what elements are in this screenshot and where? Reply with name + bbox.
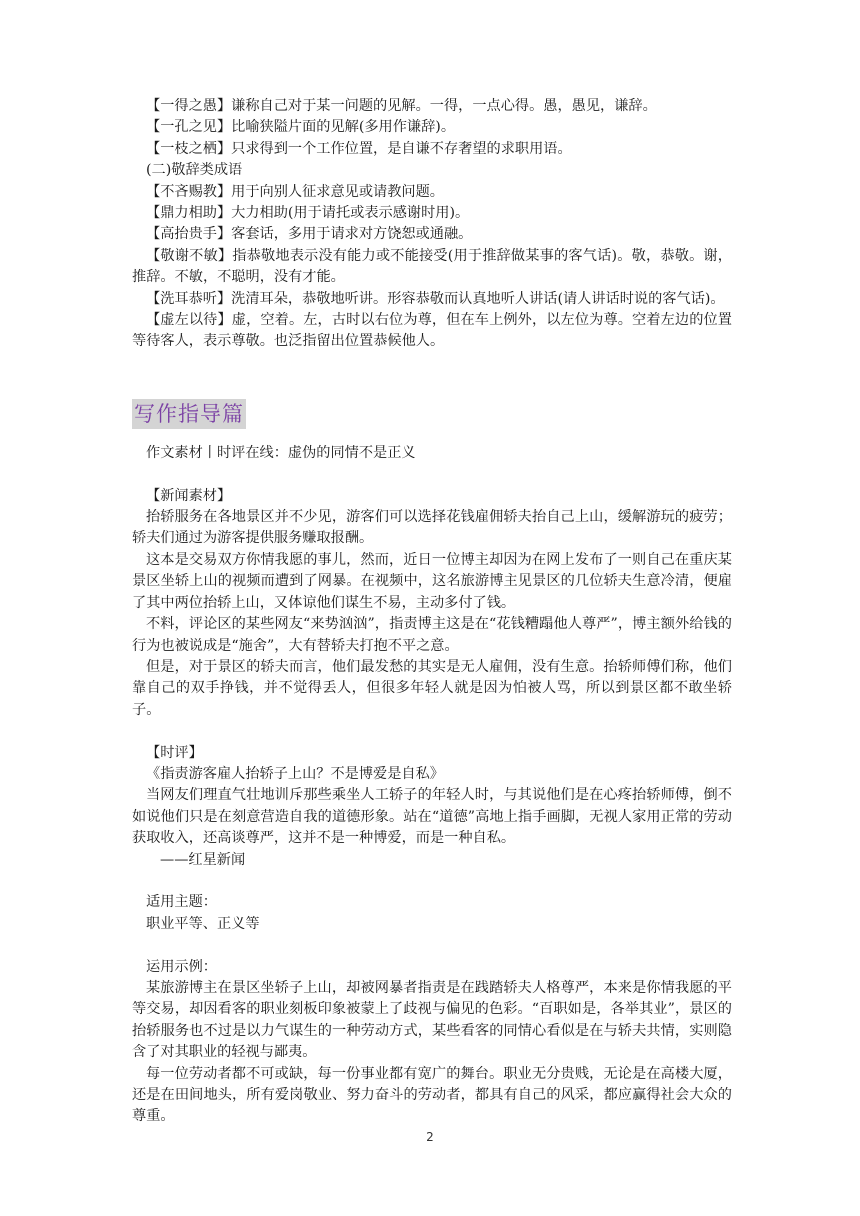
honorific-term: 【高抬贵手】 (146, 226, 232, 243)
writing-guide-heading: 写作指导篇 (132, 399, 246, 429)
page-number: 2 (426, 1130, 434, 1144)
honorific-term: 【敬谢不敏】 (146, 247, 233, 264)
comment-title: 《指责游客雇人抬轿子上山？不是博爱是自私》 (146, 765, 444, 782)
honorific-entry (132, 289, 732, 310)
idiom-entry (132, 96, 732, 117)
idiom-term: 【一孔之见】 (146, 119, 232, 136)
theme-text: 职业平等、正义等 (146, 915, 260, 932)
page-content (132, 96, 732, 1128)
honorific-term: 【鼎力相助】 (146, 205, 232, 222)
honorific-term: 【不吝赐教】 (146, 183, 232, 200)
article-title: 作文素材丨时评在线：虚伪的同情不是正义 (146, 444, 416, 461)
comment-paragraph: 当网友们理直气壮地训斥那些乘坐人工轿子的年轻人时，与其说他们是在心疼抬轿师傅，倒不如说他们只是在刻意营造自我的道德形象。站在“道德”高地上指手画脚，无视人家用正常的劳动获取收入，还高谈尊严，这并不是一种博爱，而是一种自私。 (132, 787, 732, 847)
idiom-definition: 谦称自己对于某一问题的见解。一得，一点心得。愚，愚见，谦辞。 (231, 98, 657, 114)
example-label: 运用示例： (146, 958, 217, 975)
honorific-entry (132, 203, 732, 224)
news-paragraph: 抬轿服务在各地景区并不少见，游客们可以选择花钱雇佣轿夫抬自己上山，缓解游玩的疲劳；轿夫们通过为游客提供服务赚取报酬。 (132, 509, 732, 547)
theme-label: 适用主题： (146, 894, 217, 911)
news-paragraph: 不料，评论区的某些网友“来势汹汹”，指责博主这是在“花钱糟蹋他人尊严”，博主额外给钱的行为也被说成是“施舍”，大有替轿夫打抱不平之意。 (132, 616, 732, 654)
honorific-entry (132, 182, 732, 203)
idiom-entry (132, 139, 732, 160)
news-paragraph: 但是，对于景区的轿夫而言，他们最发愁的其实是无人雇佣，没有生意。抬轿师傅们称，他们靠自己的双手挣钱，并不觉得丢人，但很多年轻人就是因为怕被人骂，所以到景区都不敢坐轿子。 (132, 658, 732, 718)
honorific-definition: 用于向别人征求意见或请教问题。 (231, 183, 444, 200)
idiom-entry (132, 117, 732, 138)
honorific-entry (132, 246, 732, 289)
comment-label: 【时评】 (146, 744, 203, 761)
comment-source: ——红星新闻 (160, 851, 246, 868)
honorific-term: 【虚左以待】 (146, 312, 232, 329)
idiom-definition: 比喻狭隘片面的见解(多用作谦辞)。 (231, 119, 456, 136)
honorific-definition: 客套话，多用于请求对方饶恕或通融。 (231, 226, 473, 243)
news-paragraph: 这本是交易双方你情我愿的事儿，然而，近日一位博主却因为在网上发布了一则自己在重庆某景区坐轿上山的视频而遭到了网暴。在视频中，这名旅游博主见景区的几位轿夫生意冷清，便雇了其中两位抬轿上山，又体谅他们谋生不易，主动多付了钱。 (132, 551, 732, 611)
news-label: 【新闻素材】 (146, 487, 232, 504)
honorific-definition: 指恭敬地表示没有能力或不能接受(用于推辞做某事的客气话)。敬，恭敬。谢，推辞。不敏，不聪明，没有才能。 (132, 247, 732, 286)
honorific-term: 【洗耳恭听】 (146, 290, 232, 307)
honorific-entry (132, 224, 732, 245)
idiom-term: 【一枝之栖】 (146, 140, 232, 157)
example-paragraph: 某旅游博主在景区坐轿子上山，却被网暴者指责是在践踏轿夫人格尊严，本来是你情我愿的平等交易，却因看客的职业刻板印象被蒙上了歧视与偏见的色彩。“百职如是，各举其业”，景区的抬轿服务也不过是以力气谋生的一种劳动方式，某些看客的同情心看似是在与轿夫共情，实则隐含了对其职业的轻视与鄙夷。 (132, 979, 732, 1061)
section-heading-wrap (132, 399, 732, 429)
example-paragraph: 每一位劳动者都不可或缺，每一份事业都有宽广的舞台。职业无分贵贱，无论是在高楼大厦，还是在田间地头，所有爱岗敬业、努力奋斗的劳动者，都具有自己的风采，都应赢得社会大众的尊重。 (132, 1065, 732, 1125)
honorific-definition: 大力相助(用于请托或表示感谢时用)。 (231, 205, 470, 222)
section-two-title: (二)敬辞类成语 (146, 162, 243, 179)
honorific-definition: 虚，空着。左，古时以右位为尊，但在车上例外，以左位为尊。空着左边的位置等待客人，表示尊敬。也泛指留出位置恭候他人。 (132, 312, 732, 350)
idiom-definition: 只求得到一个工作位置，是自谦不存奢望的求职用语。 (231, 140, 572, 157)
honorific-entry (132, 310, 732, 353)
idiom-term: 【一得之愚】 (146, 98, 232, 114)
honorific-definition: 洗清耳朵，恭敬地听讲。形容恭敬而认真地听人讲话(请人讲话时说的客气话)。 (231, 290, 725, 307)
